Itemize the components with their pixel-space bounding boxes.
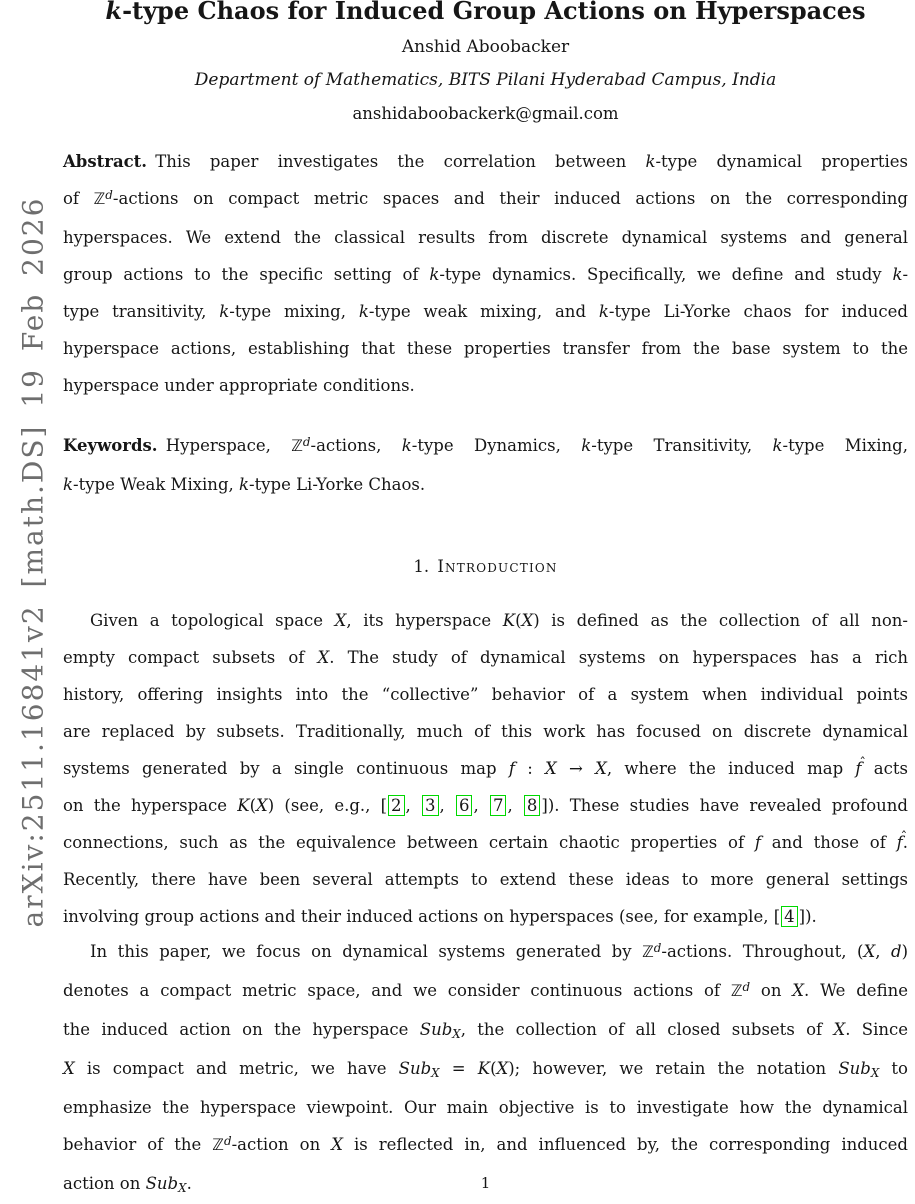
text-segment: Sub: [398, 1059, 432, 1078]
text-segment: -type Li-Yorke chaos for induced: [608, 302, 908, 321]
text-segment: (: [249, 796, 257, 815]
text-segment: ) (see, e.g., [: [267, 796, 388, 815]
text-segment: f ˆ: [897, 824, 903, 861]
text-segment: . The study of dynamical systems on hyperspaces has a rich: [329, 648, 908, 667]
text-segment: -type Chaos for Induced Group Actions on Hyperspaces: [122, 0, 866, 25]
text-segment: Given a topological space: [90, 611, 335, 630]
keywords: [63, 427, 908, 503]
text-segment: , the collection of all closed subsets of: [460, 1020, 834, 1039]
text-segment: on: [750, 981, 793, 1000]
text-segment: group actions to the specific setting of: [63, 265, 430, 284]
citation-link[interactable]: 6: [456, 795, 473, 816]
text-segment: k: [429, 265, 440, 284]
text-segment: (: [490, 1059, 497, 1078]
text-segment: ,: [507, 796, 523, 815]
text-segment: -type Mixing,: [782, 436, 908, 455]
text-segment: Sub: [838, 1059, 871, 1078]
text-segment: ℤ: [642, 942, 654, 961]
text-segment: d: [742, 979, 751, 994]
text-line: [63, 602, 908, 639]
text-segment: Sub: [419, 1020, 453, 1039]
text-segment: -type Dynamics,: [411, 436, 582, 455]
text-segment: ℤ: [93, 189, 106, 208]
text-segment: In this paper, we focus on dynamical systems generated by: [90, 942, 643, 961]
text-segment: -type Weak Mixing,: [73, 475, 239, 494]
text-segment: -: [902, 265, 909, 284]
text-segment: ℤ: [291, 436, 303, 455]
abstract: [63, 143, 908, 404]
text-segment: Introduction: [437, 557, 558, 576]
text-segment: -actions. Throughout, (: [661, 942, 864, 961]
text-segment: X: [452, 1026, 461, 1041]
text-segment: f ˆ: [855, 750, 861, 787]
email-address: anshidaboobackerk@gmail.com: [352, 104, 619, 123]
text-line: [63, 750, 908, 787]
text-line: [63, 898, 908, 935]
text-line: [63, 861, 908, 898]
text-line: [63, 293, 908, 330]
text-segment: X: [331, 1135, 343, 1154]
text-segment: the induced action on the hyperspace: [63, 1020, 420, 1039]
text-segment: -actions,: [310, 436, 402, 455]
text-segment: X: [833, 1020, 846, 1039]
text-line: [63, 367, 908, 404]
text-segment: f: [754, 833, 761, 852]
text-line: [63, 219, 908, 256]
text-segment: K: [237, 796, 250, 815]
affiliation: Department of Mathematics, BITS Pilani Hyderabad Campus, India: [194, 70, 777, 90]
text-segment: K: [477, 1059, 491, 1078]
text-segment: d: [302, 434, 311, 449]
text-segment: denotes a compact metric space, and we consider continuous actions of: [63, 981, 731, 1000]
text-segment: , where the induced map: [606, 759, 856, 778]
text-line: [63, 1011, 908, 1050]
text-segment: action on: [63, 1174, 146, 1193]
text-segment: behavior of the: [63, 1135, 213, 1154]
citation-link[interactable]: 3: [422, 795, 439, 816]
text-segment: k: [892, 265, 903, 284]
text-segment: emphasize the hyperspace viewpoint. Our main objective is to investigate how the dynamical: [63, 1098, 908, 1117]
text-segment: k: [581, 436, 592, 455]
text-segment: (: [515, 611, 522, 630]
text-segment: -type mixing,: [229, 302, 359, 321]
text-segment: involving group actions and their induced actions on hyperspaces (see, for example, [: [63, 907, 781, 926]
text-segment: ,: [875, 942, 891, 961]
page-number: 1: [480, 1174, 491, 1192]
text-segment: on the hyperspace: [63, 796, 238, 815]
text-segment: X: [870, 1065, 880, 1080]
text-segment: Sub: [145, 1174, 179, 1193]
text-segment: ); however, we retain the notation: [508, 1059, 839, 1078]
text-segment: systems generated by a single continuous map: [63, 759, 509, 778]
text-line: [63, 330, 908, 367]
text-segment: and those of: [761, 833, 897, 852]
text-segment: hyperspace under appropriate conditions.: [63, 376, 415, 395]
text-segment: d: [223, 1133, 232, 1148]
text-line: [63, 427, 908, 466]
text-segment: :: [514, 759, 546, 778]
text-segment: empty compact subsets of: [63, 648, 318, 667]
text-line: [63, 1089, 908, 1126]
citation-link[interactable]: 7: [490, 795, 507, 816]
text-segment: X: [595, 759, 607, 778]
text-segment: K: [502, 611, 516, 630]
text-segment: -actions on compact metric spaces and their induced actions on the corresponding: [112, 189, 908, 208]
text-segment: X: [317, 648, 330, 667]
paper-title: [63, 0, 908, 26]
text-segment: -type dynamics. Specifically, we define and study: [439, 265, 893, 284]
text-segment: X: [63, 1059, 75, 1078]
text-segment: d: [891, 942, 902, 961]
text-line: [63, 676, 908, 713]
text-segment: .: [186, 1174, 192, 1193]
citation-link[interactable]: 8: [524, 795, 541, 816]
text-line: [63, 787, 908, 824]
text-segment: k: [63, 475, 73, 494]
text-segment: =: [439, 1059, 478, 1078]
text-segment: .: [902, 833, 908, 852]
text-segment: k: [772, 436, 783, 455]
text-segment: connections, such as the equivalence between certain chaotic properties of: [63, 833, 755, 852]
text-segment: X: [334, 611, 347, 630]
arxiv-watermark: arXiv:2511.16841v2 [math.DS] 19 Feb 2026: [16, 196, 50, 928]
text-segment: -type Li-Yorke Chaos.: [249, 475, 426, 494]
text-segment: k: [358, 302, 369, 321]
paragraph-1: [63, 602, 908, 935]
section-heading-introduction: [63, 554, 908, 580]
text-segment: Abstract.: [63, 152, 148, 171]
text-segment: k: [598, 302, 609, 321]
text-line: [63, 1050, 908, 1089]
text-segment: hyperspace actions, establishing that these properties transfer from the base system to the: [63, 339, 908, 358]
text-line: [63, 933, 908, 972]
text-segment: -type dynamical properties: [655, 152, 908, 171]
text-segment: ,: [405, 796, 422, 815]
text-segment: history, offering insights into the “collective” behavior of a system when individual points: [63, 685, 908, 704]
text-segment: k: [645, 152, 656, 171]
text-segment: -type Transitivity,: [591, 436, 773, 455]
text-line: [63, 143, 908, 180]
text-segment: k: [401, 436, 412, 455]
citation-link[interactable]: 4: [781, 906, 798, 927]
text-segment: -type weak mixing, and: [368, 302, 599, 321]
text-segment: X: [256, 796, 268, 815]
text-segment: is reflected in, and influenced by, the corresponding induced: [343, 1135, 908, 1154]
text-line: [63, 180, 908, 219]
text-segment: d: [653, 940, 662, 955]
text-segment: k: [105, 0, 123, 25]
text-line: [63, 713, 908, 750]
text-segment: X: [863, 942, 876, 961]
citation-link[interactable]: 2: [388, 795, 405, 816]
text-segment: ,: [473, 796, 489, 815]
text-segment: is compact and metric, we have: [74, 1059, 399, 1078]
text-segment: X: [521, 611, 534, 630]
text-segment: . We define: [804, 981, 908, 1000]
text-segment: X: [431, 1065, 440, 1080]
text-line: [63, 639, 908, 676]
text-segment: X: [496, 1059, 509, 1078]
text-segment: ) is defined as the collection of all non-: [533, 611, 909, 630]
text-segment: are replaced by subsets. Traditionally, much of this work has focused on discrete dynamical: [63, 722, 908, 741]
text-segment: ℤ: [212, 1135, 224, 1154]
text-segment: acts: [861, 759, 908, 778]
text-segment: f: [508, 759, 515, 778]
text-segment: X: [178, 1180, 187, 1195]
text-segment: type transitivity,: [63, 302, 220, 321]
text-line: [63, 256, 908, 293]
text-segment: ]). These studies have revealed profound: [541, 796, 908, 815]
text-line: [63, 466, 908, 503]
text-segment: , its hyperspace: [346, 611, 503, 630]
text-segment: This paper investigates the correlation between: [147, 152, 646, 171]
text-segment: X: [545, 759, 557, 778]
text-segment: Recently, there have been several attempts to extend these ideas to more general settings: [63, 870, 908, 889]
text-segment: →: [556, 759, 596, 778]
text-segment: Hyperspace,: [157, 436, 292, 455]
text-segment: of: [63, 189, 94, 208]
text-segment: ): [901, 942, 908, 961]
text-segment: k: [239, 475, 249, 494]
text-segment: k: [219, 302, 230, 321]
text-segment: X: [792, 981, 805, 1000]
text-line: [63, 972, 908, 1011]
text-segment: ]).: [798, 907, 817, 926]
text-segment: d: [105, 187, 113, 202]
text-segment: ℤ: [730, 981, 743, 1000]
text-line: [63, 824, 908, 861]
text-line: [63, 1126, 908, 1165]
text-segment: . Since: [845, 1020, 908, 1039]
text-segment: hyperspaces. We extend the classical results from discrete dynamical systems and general: [63, 228, 908, 247]
text-segment: ,: [439, 796, 455, 815]
author-name: Anshid Aboobacker: [401, 37, 570, 57]
text-segment: -action on: [231, 1135, 332, 1154]
text-segment: 1.: [413, 557, 438, 576]
paragraph-2: [63, 933, 908, 1204]
text-segment: Keywords.: [63, 436, 158, 455]
text-segment: to: [879, 1059, 908, 1078]
